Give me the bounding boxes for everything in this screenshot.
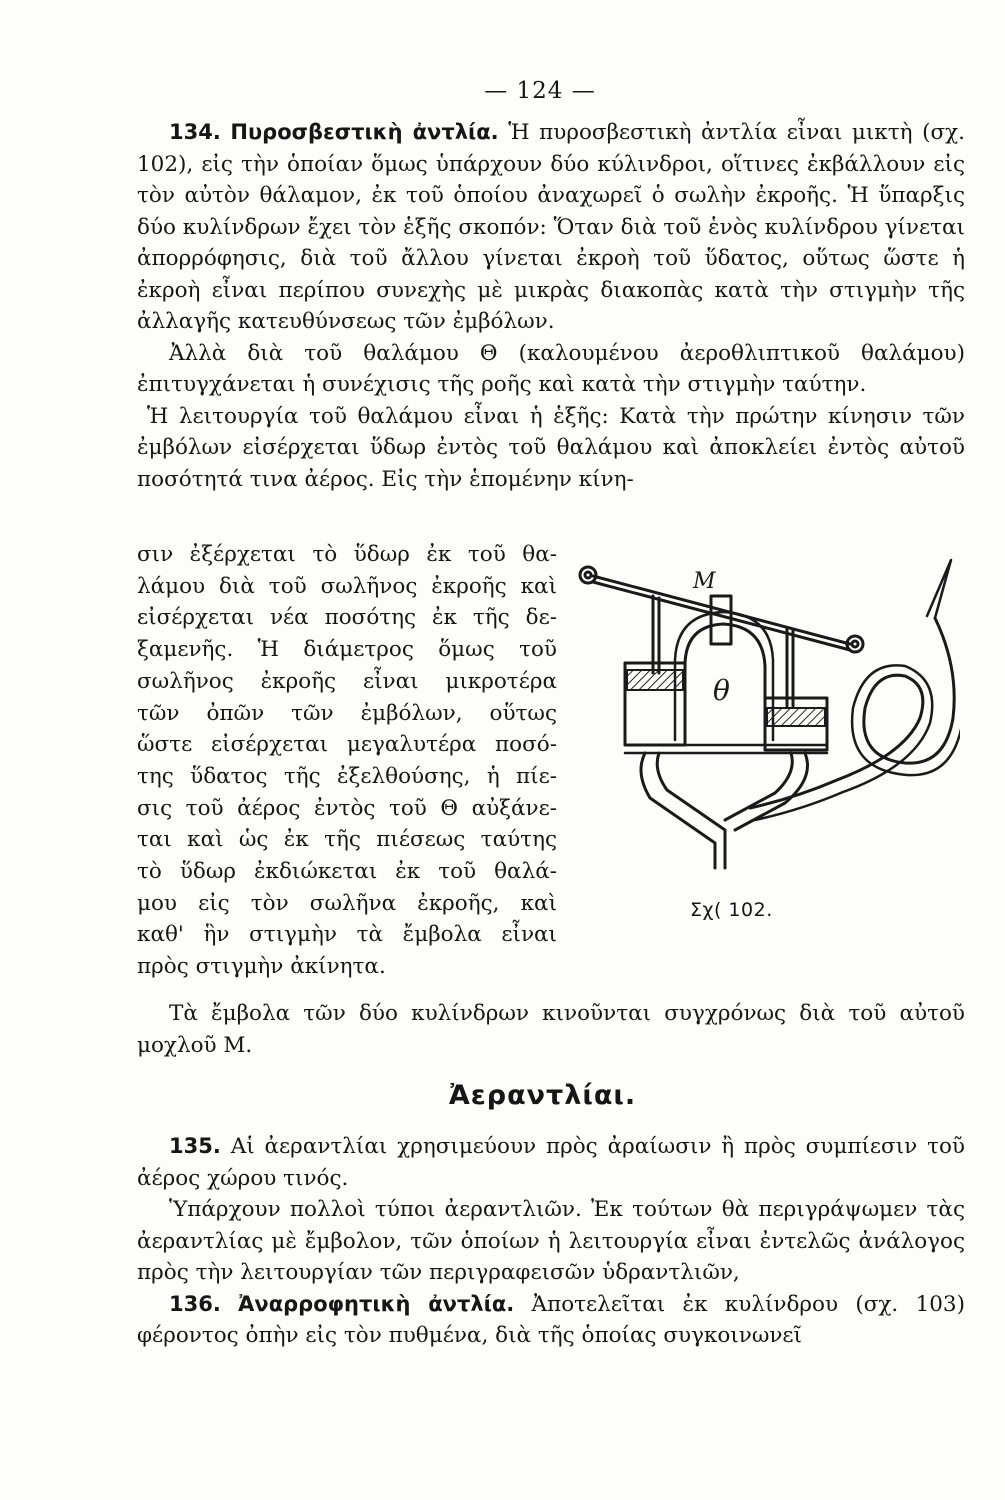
text-line: σωλῆνος ἐκροῆς εἶναι μικροτέρα — [137, 668, 557, 694]
section-135-text — [137, 1131, 965, 1352]
text-line: ξαμενῆς. Ἡ διάμετρος ὅμως τοῦ — [137, 637, 557, 663]
left-piston — [627, 670, 683, 690]
text-line: καθ' ἣν στιγμὴν τὰ ἔμβολα εἶναι — [137, 922, 557, 948]
section-134-paragraph-1 — [137, 117, 965, 338]
text-line: τῶν ὀπῶν τῶν ἐμβόλων, οὕτως — [137, 700, 557, 726]
text-line: σιν ἐξέρχεται τὸ ὕδωρ ἐκ τοῦ θα- — [137, 542, 557, 567]
section-title: Ἀναρροφητικὴ ἀντλία. — [238, 1291, 515, 1316]
section-134-wrapped-column — [137, 539, 557, 983]
intake-pipe — [641, 753, 715, 868]
text-line: λάμου διὰ τοῦ σωλῆνος ἐκροῆς καὶ — [137, 573, 557, 599]
text-line: ται καὶ ὡς ἐκ τῆς πιέσεως ταύτης — [137, 827, 557, 853]
paragraph-text: Αἱ ἀεραντλίαι χρησιμεύουν πρὸς ἀραίωσιν ἢ πρὸς συμπίεσιν τοῦ ἀέρος χώρου τινός. — [137, 1134, 965, 1191]
text-line: μου εἰς τὸν σωλῆνα ἐκροῆς, καὶ — [137, 890, 557, 916]
section-134-text — [137, 117, 965, 495]
section-number: 134. — [169, 120, 221, 144]
fire-pump-figure — [575, 558, 960, 878]
paragraph-text: Ἀποτελεῖται ἐκ κυλίνδρου (σχ. 103) φέροντος ὀπὴν εἰς τὸν πυθμένα, διὰ τῆς ὁποίας συγκοινωνεῖ — [137, 1291, 965, 1348]
text-line: της ὕδατος τῆς ἐξελθούσης, ἡ πίε- — [137, 763, 557, 789]
section-135-paragraph-2: Ὑπάρχουν πολλοὶ τύποι ἀεραντλιῶν. Ἐκ τούτων θὰ περιγράψωμεν τὰς ἀεραντλίας μὲ ἔμβολον, τῶν ὁποίων ἡ λειτουργία εἶναι ἐντελῶς ἀνάλογος πρὸς τὴν λειτουργίαν τῶν περιγραφεισῶν ὑδραντλιῶν, — [137, 1197, 965, 1285]
text-line: σις τοῦ ἀέρος ἐντὸς τοῦ Θ αὐξάνε- — [137, 795, 557, 821]
label-chamber-theta: θ — [713, 674, 730, 707]
text-line: εἰσέρχεται νέα ποσότης ἐκ τῆς δε- — [137, 605, 557, 631]
figure-caption: Σχ( 102. — [690, 899, 773, 921]
text-line: ὥστε εἰσέρχεται μεγαλυτέρα ποσό- — [137, 732, 557, 758]
page-number: — 124 — — [484, 78, 596, 104]
section-135-paragraph-1 — [137, 1131, 965, 1194]
section-136-paragraph-1 — [137, 1289, 965, 1352]
section-title: Πυροσβεστικὴ ἀντλία. — [230, 120, 499, 144]
text-line: πρὸς στιγμὴν ἀκίνητα. — [137, 954, 386, 980]
section-134-paragraph-2: Ἀλλὰ διὰ τοῦ θαλάμου Θ (καλουμένου ἀεροθλιπτικοῦ θαλάμου) ἐπιτυγχάνεται ἡ συνέχισις τῆς ροῆς καὶ κατὰ τὴν στιγμὴν ταύτην. — [137, 340, 965, 397]
lever-m — [580, 567, 863, 652]
text-line: τὸ ὕδωρ ἐκδιώκεται ἐκ τοῦ θαλά- — [137, 859, 557, 885]
section-heading-air-pumps: Ἀεραντλίαι. — [448, 1080, 637, 1111]
section-134-closing — [137, 998, 965, 1061]
section-134-paragraph-4: Τὰ ἔμβολα τῶν δύο κυλίνδρων κινοῦνται συγχρόνως διὰ τοῦ αὐτοῦ μοχλοῦ Μ. — [137, 1001, 965, 1058]
label-lever-m: M — [693, 569, 716, 594]
paragraph-text: Ἡ πυροσβεστικὴ ἀντλία εἶναι μικτὴ (σχ. 102), εἰς τὴν ὁποίαν ὅμως ὑπάρχουν δύο κύλινδροι, οἵτινες ἐκβάλλουν εἰς τὸν αὐτὸν θάλαμον, ἐκ τοῦ ὁποίου ἀναχωρεῖ ὁ σωλὴν ἐκροῆς. Ἡ ὕπαρξις δύο κυλίνδρων ἔχει τὸν ἑξῆς σκοπόν: Ὅταν διὰ τοῦ ἑνὸς κυλίνδρου γίνεται ἀπορρόφησις, διὰ τοῦ ἄλλου γίνεται ἐκροὴ τοῦ ὕδατος, οὕτως ὥστε ἡ ἐκροὴ εἶναι περίπου συνεχὴς μὲ μικρὰς διακοπὰς κατὰ τὴν στιγμὴν τῆς ἀλλαγῆς κατευθύνσεως τῶν ἐμβόλων. — [137, 120, 965, 334]
right-piston — [767, 708, 825, 726]
section-number: 136. — [169, 1291, 221, 1316]
lever-pivot-post — [711, 596, 731, 644]
section-number: 135. — [169, 1134, 221, 1158]
section-134-paragraph-3: Ἡ λειτουργία τοῦ θαλάμου εἶναι ἡ ἑξῆς: Κατὰ τὴν πρώτην κίνησιν τῶν ἐμβόλων εἰσέρχεται ὕδωρ ἐντὸς τοῦ θαλάμου καὶ ἀποκλείει ἐντὸς αὐτοῦ ποσότητά τινα ἀέρος. Εἰς τὴν ἑπομένην κίνη- — [137, 403, 965, 492]
